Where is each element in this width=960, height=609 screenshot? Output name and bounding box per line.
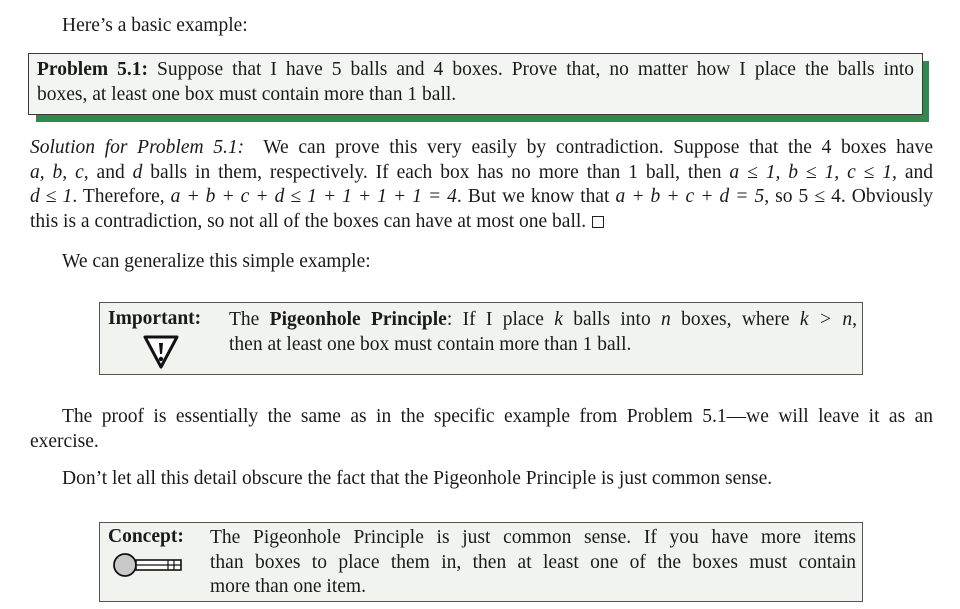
important-text: boxes, where bbox=[670, 309, 800, 330]
important-text: The bbox=[229, 309, 270, 330]
solution-math: d ≤ 1 bbox=[30, 186, 73, 207]
solution-text: and bbox=[896, 161, 933, 183]
important-math: k > n bbox=[799, 309, 853, 330]
solution-var-d: d bbox=[132, 161, 143, 183]
important-var-k: k bbox=[554, 309, 563, 330]
important-line-2: then at least one box must contain more than 1 ball. bbox=[229, 333, 632, 355]
important-label: Important: bbox=[108, 308, 202, 329]
solution-text: . But we know that bbox=[456, 186, 616, 207]
concept-label: Concept: bbox=[108, 526, 184, 547]
solution-math: a + b + c + d = 5 bbox=[615, 186, 765, 207]
qed-square-icon bbox=[592, 216, 604, 228]
solution-text: and bbox=[88, 161, 133, 183]
solution-math: a ≤ 1, b ≤ 1, c ≤ 1, bbox=[729, 161, 897, 183]
problem-line-1: Suppose that I have 5 balls and 4 boxes. Prove that, no matter how I place the balls into bbox=[157, 59, 914, 80]
concept-line-3: more than one item. bbox=[210, 576, 366, 597]
solution-text: . Therefore, bbox=[72, 186, 171, 207]
solution-text: , so 5 ≤ 4. Obviously bbox=[764, 186, 934, 207]
solution-paragraph bbox=[30, 136, 933, 234]
solution-text: balls in them, respectively. If each box has no more than 1 ball, then bbox=[142, 161, 730, 183]
important-text: balls into bbox=[562, 309, 662, 330]
problem-line-2: boxes, at least one box must contain more than 1 ball. bbox=[37, 83, 457, 105]
solution-line-1: We can prove this very easily by contradiction. Suppose that the 4 boxes have bbox=[263, 137, 933, 158]
detail-text: Don’t let all this detail obscure the fact that the Pigeonhole Principle is just common sense. bbox=[62, 468, 773, 489]
important-box bbox=[99, 302, 863, 375]
problem-label: Problem 5.1: bbox=[37, 59, 149, 80]
important-text: , bbox=[852, 309, 857, 330]
solution-math: a + b + c + d ≤ 1 + 1 + 1 + 1 = 4 bbox=[170, 186, 457, 207]
key-icon bbox=[112, 551, 184, 579]
generalize-text: We can generalize this simple example: bbox=[62, 251, 371, 272]
important-var-n: n bbox=[661, 309, 671, 330]
proof-line-2: exercise. bbox=[30, 430, 99, 452]
solution-label: Solution for Problem 5.1: bbox=[30, 137, 245, 158]
warning-triangle-icon bbox=[142, 333, 180, 371]
concept-line-2: than boxes to place them in, then at least one of the boxes must contain bbox=[210, 551, 856, 573]
concept-line-1: The Pigeonhole Principle is just common sense. If you have more items bbox=[210, 527, 856, 548]
solution-var-abc: a, b, c, bbox=[30, 161, 89, 183]
intro-text: Here’s a basic example: bbox=[62, 15, 248, 36]
important-term: Pigeonhole Principle bbox=[269, 309, 447, 330]
concept-box bbox=[99, 522, 863, 602]
proof-line-1: The proof is essentially the same as in the specific example from Problem 5.1—we will leave it as an bbox=[62, 406, 933, 427]
proof-paragraph bbox=[30, 405, 933, 454]
problem-box bbox=[28, 53, 923, 115]
solution-line-4: this is a contradiction, so not all of the boxes can have at most one ball. bbox=[30, 210, 587, 232]
important-text: : If I place bbox=[446, 309, 555, 330]
